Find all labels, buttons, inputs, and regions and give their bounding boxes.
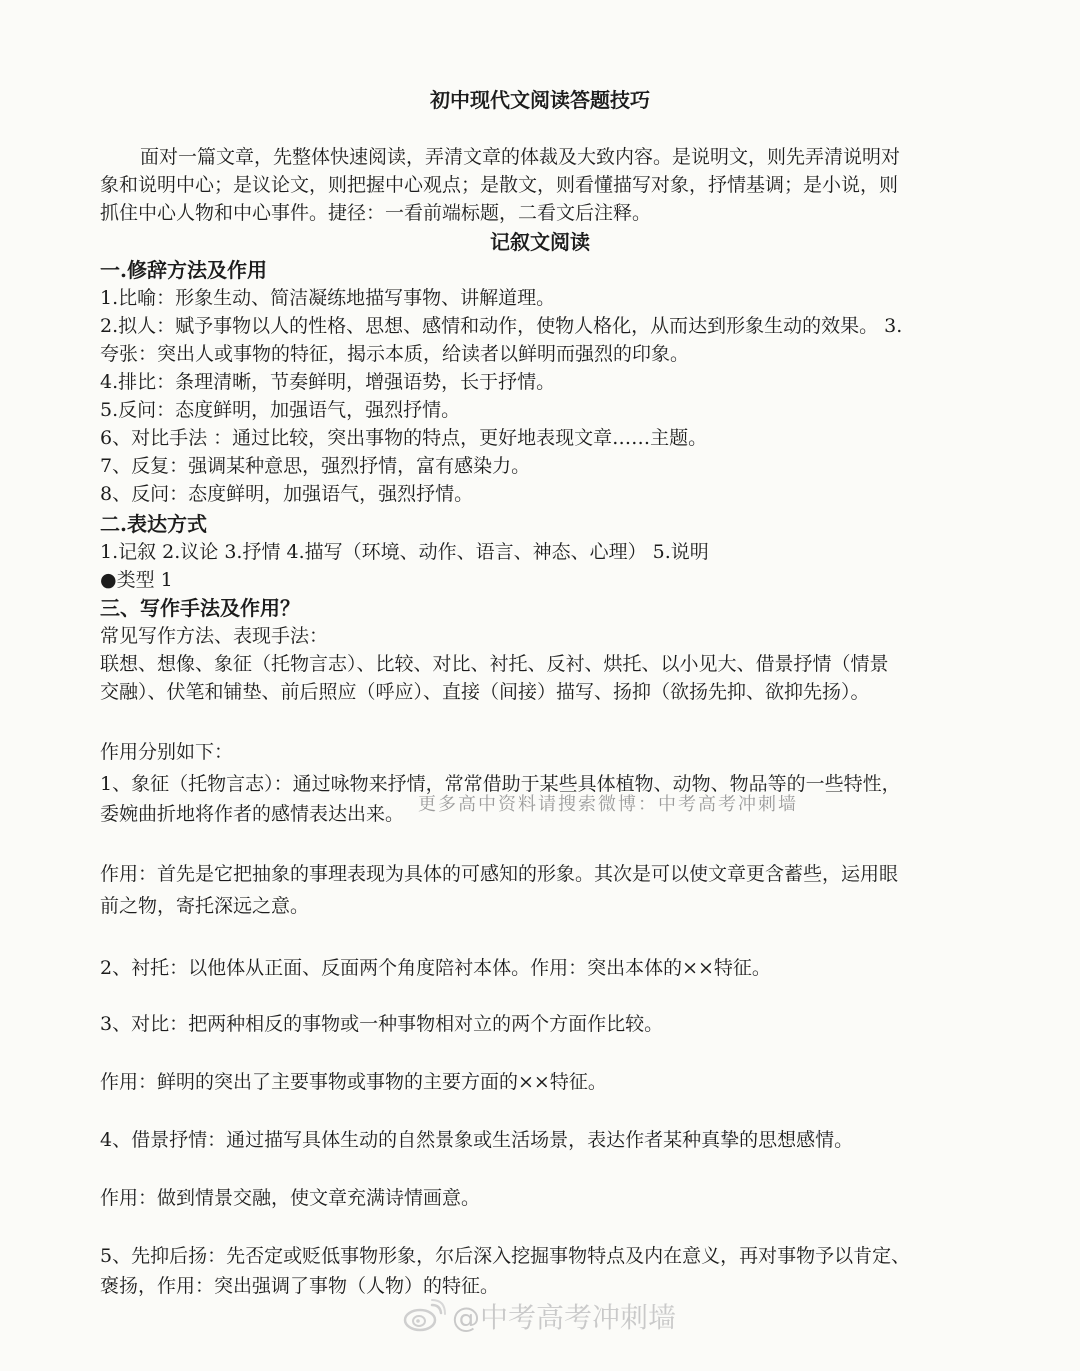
- part3-line-2: 联想、想像、象征（托物言志）、比较、对比、衬托、反衬、烘托、以小见大、借景抒情（情景: [100, 653, 889, 675]
- intro-line-3: 抓住中心人物和中心事件。捷径：一看前端标题，二看文后注释。: [100, 202, 652, 224]
- part3-line-1: 常见写作方法、表现手法：: [100, 625, 329, 647]
- symbol-effect-line-1: 作用：首先是它把抽象的事理表现为具体的可感知的形象。其次是可以使文章更含蓄些，运用眼: [100, 863, 899, 885]
- part1-line-8: 8、反问：态度鲜明，加强语气，强烈抒情。: [100, 483, 474, 505]
- bottom-watermark-text: @中考高考冲刺墙: [452, 1301, 677, 1334]
- effects-intro: 作用分别如下：: [100, 741, 234, 763]
- symbol-effect-line-2: 前之物，寄托深远之意。: [100, 895, 310, 917]
- part1-line-6: 6、对比手法 ：通过比较，突出事物的特点，更好地表现文章……主题。: [100, 427, 708, 449]
- contrast-foil-line: 2、衬托：以他体从正面、反面两个角度陪衬本体。作用：突出本体的××特征。: [100, 957, 771, 979]
- suppress-then-praise-line-2: 褒扬，作用：突出强调了事物（人物）的特征。: [100, 1275, 500, 1297]
- part1-line-3: 夸张：突出人或事物的特征，揭示本质，给读者以鲜明而强烈的印象。: [100, 343, 690, 365]
- part2-line-2: ●类型 1: [100, 569, 173, 591]
- part1-line-5: 5.反问：态度鲜明，加强语气，强烈抒情。: [100, 399, 461, 421]
- bottom-watermark: [402, 1296, 676, 1336]
- part3-line-3: 交融）、伏笔和铺垫、前后照应（呼应）、直接（间接）描写、扬抑（欲扬先抑、欲抑先扬）。: [100, 681, 870, 703]
- part1-line-7: 7、反复：强调某种意思，强烈抒情，富有感染力。: [100, 455, 531, 477]
- scenery-emotion-effect-line: 作用：做到情景交融，使文章充满诗情画意。: [100, 1187, 481, 1209]
- part2-line-1: 1.记叙 2.议论 3.抒情 4.描写（环境、动作、语言、神态、心理） 5.说明: [100, 541, 709, 563]
- symbol-line-1: 1、象征（托物言志）：通过咏物来抒情，常常借助于某些具体植物、动物、物品等的一些特性，: [100, 773, 901, 795]
- part1-line-2: 2.拟人：赋予事物以人的性格、思想、感情和动作，使物人格化，从而达到形象生动的效果。 3.: [100, 315, 903, 337]
- document-title: 初中现代文阅读答题技巧: [430, 88, 650, 112]
- intro-line-2: 象和说明中心；是议论文，则把握中心观点；是散文，则看懂描写对象，抒情基调；是小说，则: [100, 174, 899, 196]
- part1-line-4: 4.排比：条理清晰，节奏鲜明，增强语势，长于抒情。: [100, 371, 556, 393]
- comparison-effect-line: 作用：鲜明的突出了主要事物或事物的主要方面的××特征。: [100, 1071, 607, 1093]
- comparison-line: 3、对比：把两种相反的事物或一种事物相对立的两个方面作比较。: [100, 1013, 664, 1035]
- part1-line-1: 1.比喻：形象生动、简洁凝练地描写事物、讲解道理。: [100, 287, 556, 309]
- section-title: 记叙文阅读: [490, 230, 590, 254]
- suppress-then-praise-line-1: 5、先抑后扬：先否定或贬低事物形象，尔后深入挖掘事物特点及内在意义，再对事物予以肯定、: [100, 1245, 911, 1267]
- part2-heading: 二.表达方式: [100, 512, 207, 536]
- part1-heading: 一.修辞方法及作用: [100, 258, 267, 282]
- scenery-emotion-line: 4、借景抒情：通过描写具体生动的自然景象或生活场景，表达作者某种真挚的思想感情。: [100, 1129, 854, 1151]
- intro-line-1: 面对一篇文章，先整体快速阅读，弄清文章的体裁及大致内容。是说明文，则先弄清说明对: [140, 146, 901, 168]
- part3-heading: 三、写作手法及作用？: [100, 596, 300, 620]
- symbol-line-2: 委婉曲折地将作者的感情表达出来。: [100, 803, 405, 825]
- weibo-icon: [402, 1299, 446, 1333]
- inline-watermark: 更多高中资料请搜索微博：中考高考冲刺墙: [418, 794, 798, 815]
